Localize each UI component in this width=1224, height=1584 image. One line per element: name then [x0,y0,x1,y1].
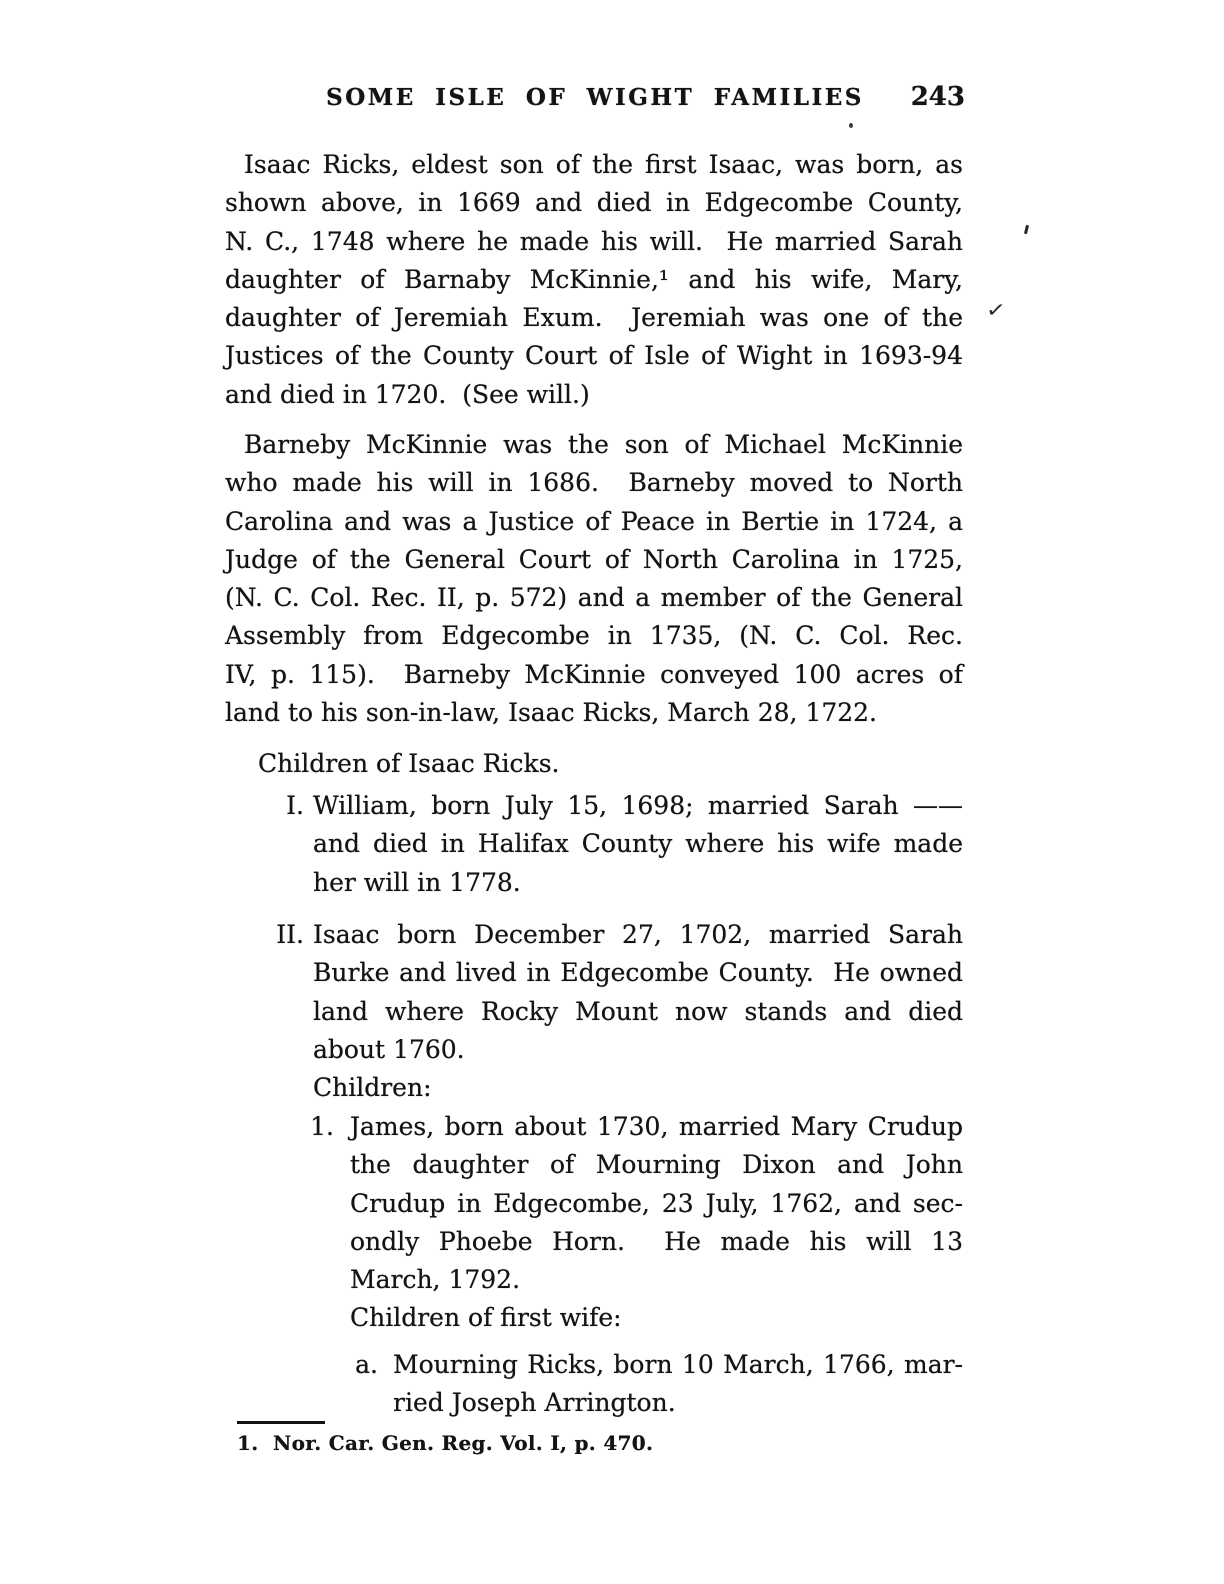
text-line: William, born July 15, 1698; married Sarah —— [313,791,963,820]
page-number: 243 [910,82,965,112]
text-line: James, born about 1730, married Mary Crudup [350,1112,963,1141]
text-line: Barneby McKinnie was the son of Michael McKinnie [244,430,963,459]
list-item-isaac [276,916,963,1107]
text-line: Isaac Ricks, eldest son of the first Isaac, was born, as [244,150,963,179]
text-line: Burke and lived in Edgecombe County. He owned [313,958,963,988]
text-line: Judge of the General Court of North Carolina in 1725, [225,544,963,574]
text-line: N. C., 1748 where he made his will. He married Sarah [225,226,963,256]
footnote-divider [237,1421,325,1424]
running-header-title: SOME ISLE OF WIGHT FAMILIES [326,84,864,111]
text-line: daughter of Barnaby McKinnie,¹ and his wife, Mary, [225,264,963,294]
text-line: Children of Isaac Ricks. [258,749,560,778]
text-line: Justices of the County Court of Isle of Wight in 1693-94 [225,341,963,371]
text-line: March, 1792. [350,1265,521,1295]
text-line: Crudup in Edgecombe, 23 July, 1762, and sec- [350,1188,963,1218]
text-line: and died in 1720. (See will.) [225,379,590,409]
text-line: IV, p. 115). Barneby McKinnie conveyed 100 acres of [225,659,963,689]
text-line: Isaac born December 27, 1702, married Sarah [313,920,963,949]
text-line: her will in 1778. [313,867,521,897]
handwritten-checkmark-icon: ✓ [985,297,1007,323]
text-line: Children of first wife: [350,1303,622,1333]
list-item-james [310,1108,963,1338]
list-marker: I. [286,791,304,820]
footnote: 1. Nor. Car. Gen. Reg. Vol. I, p. 470. [237,1431,654,1455]
paragraph-isaac-ricks [225,146,963,414]
list-item-mourning [355,1346,963,1423]
text-line: ried Joseph Arrington. [393,1388,676,1418]
text-line: shown above, in 1669 and died in Edgecombe County, [225,188,963,218]
list-marker: II. [276,920,304,949]
list-marker: 1. [310,1112,334,1141]
text-line: the daughter of Mourning Dixon and John [350,1150,963,1180]
text-line: Mourning Ricks, born 10 March, 1766, mar- [393,1350,963,1379]
children-heading [225,745,963,783]
text-line: land where Rocky Mount now stands and died [313,996,963,1026]
text-line: daughter of Jeremiah Exum. Jeremiah was one of the [225,303,963,333]
ink-mark [1024,225,1029,234]
text-line: (N. C. Col. Rec. II, p. 572) and a member of the General [225,583,963,613]
text-line: who made his will in 1686. Barneby moved to North [225,468,963,498]
page-header [225,84,965,118]
list-item-william [286,787,963,902]
text-line: about 1760. [313,1034,465,1064]
text-line: ondly Phoebe Horn. He made his will 13 [350,1226,963,1256]
text-line: Children: [313,1073,432,1103]
text-line: land to his son-in-law, Isaac Ricks, March 28, 1722. [225,698,878,728]
text-line: Carolina and was a Justice of Peace in Bertie in 1724, a [225,506,963,536]
list-marker: a. [355,1350,378,1379]
text-line: and died in Halifax County where his wife made [313,829,963,859]
ink-speck [849,123,853,128]
text-line: Assembly from Edgecombe in 1735, (N. C. Col. Rec. [225,621,963,651]
paragraph-barneby-mckinnie [225,426,963,732]
